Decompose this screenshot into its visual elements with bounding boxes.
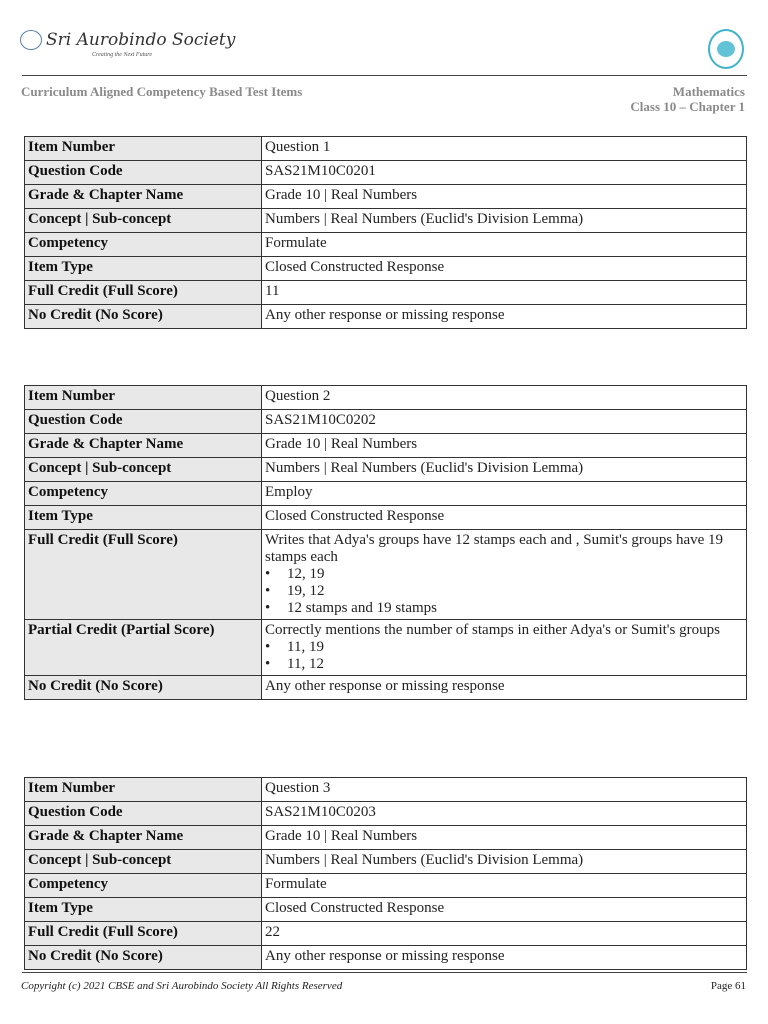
- row-label: Concept | Sub-concept: [25, 458, 262, 482]
- row-label: Item Number: [25, 778, 262, 802]
- chapter: Class 10 – Chapter 1: [630, 99, 745, 114]
- table-row: [25, 874, 747, 898]
- row-label: Competency: [25, 233, 262, 257]
- row-label: No Credit (No Score): [25, 305, 262, 329]
- row-value: SAS21M10C0201: [265, 163, 376, 179]
- answer-list: [265, 566, 743, 617]
- row-value: SAS21M10C0202: [265, 412, 376, 428]
- row-value: Numbers | Real Numbers (Euclid's Division Lemma): [265, 211, 584, 227]
- table-row: [25, 898, 747, 922]
- row-value: Grade 10 | Real Numbers: [265, 187, 418, 203]
- row-value: Numbers | Real Numbers (Euclid's Division Lemma): [265, 852, 584, 868]
- row-value: SAS21M10C0203: [265, 804, 376, 820]
- table-row: [25, 506, 747, 530]
- row-value: Any other response or missing response: [265, 307, 505, 323]
- row-value-cell: [262, 898, 747, 922]
- answer-item: • 12 stamps and 19 stamps: [285, 600, 743, 617]
- row-value-cell: [262, 506, 747, 530]
- row-label: Partial Credit (Partial Score): [25, 620, 262, 676]
- row-value-cell: [262, 233, 747, 257]
- table-row: [25, 802, 747, 826]
- row-value-cell: [262, 137, 747, 161]
- row-label: Concept | Sub-concept: [25, 850, 262, 874]
- row-label: Grade & Chapter Name: [25, 826, 262, 850]
- row-value-cell: [262, 161, 747, 185]
- table-row: [25, 185, 747, 209]
- row-value: Closed Constructed Response: [265, 900, 445, 916]
- row-value-cell: [262, 922, 747, 946]
- row-value-cell: [262, 386, 747, 410]
- row-label: Full Credit (Full Score): [25, 530, 262, 620]
- row-value: Grade 10 | Real Numbers: [265, 828, 418, 844]
- row-value-cell: [262, 778, 747, 802]
- row-value: Writes that Adya's groups have 12 stamps each and , Sumit's groups have 19 stamps each: [265, 532, 724, 565]
- row-value-cell: [262, 410, 747, 434]
- table-row: [25, 161, 747, 185]
- row-value-cell: [262, 434, 747, 458]
- row-label: Item Number: [25, 386, 262, 410]
- row-value-cell: [262, 676, 747, 700]
- copyright: Copyright (c) 2021 CBSE and Sri Aurobindo Society All Rights Reserved: [21, 980, 343, 992]
- row-value-cell: [262, 530, 747, 620]
- row-value-cell: [262, 185, 747, 209]
- row-value-cell: [262, 281, 747, 305]
- row-value-cell: [262, 458, 747, 482]
- row-value-cell: [262, 826, 747, 850]
- subject: Mathematics: [672, 84, 745, 99]
- table-row: [25, 233, 747, 257]
- row-label: Full Credit (Full Score): [25, 922, 262, 946]
- row-label: Item Number: [25, 137, 262, 161]
- row-label: Full Credit (Full Score): [25, 281, 262, 305]
- table-row: [25, 946, 747, 970]
- question-2-table: [24, 385, 747, 700]
- footer-divider: [22, 972, 747, 973]
- row-label: Item Type: [25, 506, 262, 530]
- table-row: [25, 922, 747, 946]
- row-value: Employ: [265, 484, 313, 500]
- society-emblem-icon: [20, 30, 42, 50]
- table-row: [25, 386, 747, 410]
- row-label: No Credit (No Score): [25, 676, 262, 700]
- answer-item: • 19, 12: [285, 583, 743, 600]
- row-value: Question 2: [265, 388, 331, 404]
- table-row: [25, 458, 747, 482]
- row-label: Item Type: [25, 257, 262, 281]
- row-label: Question Code: [25, 410, 262, 434]
- document-title: Curriculum Aligned Competency Based Test Items: [21, 84, 303, 99]
- answer-item: • 11, 19: [285, 639, 743, 656]
- row-value: Formulate: [265, 876, 327, 892]
- row-label: Item Type: [25, 898, 262, 922]
- row-value-cell: [262, 305, 747, 329]
- answer-item: • 12, 19: [285, 566, 743, 583]
- row-value: Formulate: [265, 235, 327, 251]
- row-label: Question Code: [25, 802, 262, 826]
- table-row: [25, 209, 747, 233]
- row-value-cell: [262, 802, 747, 826]
- page-number: Page 61: [710, 980, 746, 992]
- row-value-cell: [262, 257, 747, 281]
- row-value: Question 3: [265, 780, 331, 796]
- table-row: [25, 137, 747, 161]
- table-row: [25, 482, 747, 506]
- cbse-seal-icon: [708, 29, 744, 69]
- row-label: Concept | Sub-concept: [25, 209, 262, 233]
- answer-item: • 11, 12: [285, 656, 743, 673]
- row-value: Closed Constructed Response: [265, 259, 445, 275]
- table-row: [25, 305, 747, 329]
- logo-text: Sri Aurobindo Society: [46, 30, 236, 50]
- row-label: Question Code: [25, 161, 262, 185]
- table-row: [25, 530, 747, 620]
- row-label: Grade & Chapter Name: [25, 434, 262, 458]
- answer-list: [265, 639, 743, 673]
- row-value: 22: [265, 924, 280, 940]
- table-row: [25, 434, 747, 458]
- row-value-cell: [262, 209, 747, 233]
- row-value: Question 1: [265, 139, 331, 155]
- question-3-table: [24, 777, 747, 970]
- table-row: [25, 257, 747, 281]
- subject-chapter: [630, 84, 745, 114]
- row-value: Numbers | Real Numbers (Euclid's Division Lemma): [265, 460, 584, 476]
- table-row: [25, 620, 747, 676]
- row-value: Grade 10 | Real Numbers: [265, 436, 418, 452]
- row-label: Competency: [25, 482, 262, 506]
- row-label: Competency: [25, 874, 262, 898]
- table-row: [25, 410, 747, 434]
- row-value-cell: [262, 850, 747, 874]
- row-value: Closed Constructed Response: [265, 508, 445, 524]
- row-label: Grade & Chapter Name: [25, 185, 262, 209]
- row-value-cell: [262, 482, 747, 506]
- table-row: [25, 676, 747, 700]
- row-label: No Credit (No Score): [25, 946, 262, 970]
- header-divider: [22, 75, 747, 76]
- row-value: 11: [265, 283, 280, 299]
- row-value: Any other response or missing response: [265, 948, 505, 964]
- question-1-table: [24, 136, 747, 329]
- table-row: [25, 281, 747, 305]
- row-value-cell: [262, 946, 747, 970]
- row-value: Correctly mentions the number of stamps in either Adya's or Sumit's groups: [265, 622, 720, 638]
- row-value-cell: [262, 874, 747, 898]
- logo-tagline: Creating the Next Future: [92, 52, 153, 58]
- sri-aurobindo-society-logo: [20, 30, 236, 58]
- table-row: [25, 826, 747, 850]
- row-value-cell: [262, 620, 747, 676]
- table-row: [25, 850, 747, 874]
- row-value: Any other response or missing response: [265, 678, 505, 694]
- table-row: [25, 778, 747, 802]
